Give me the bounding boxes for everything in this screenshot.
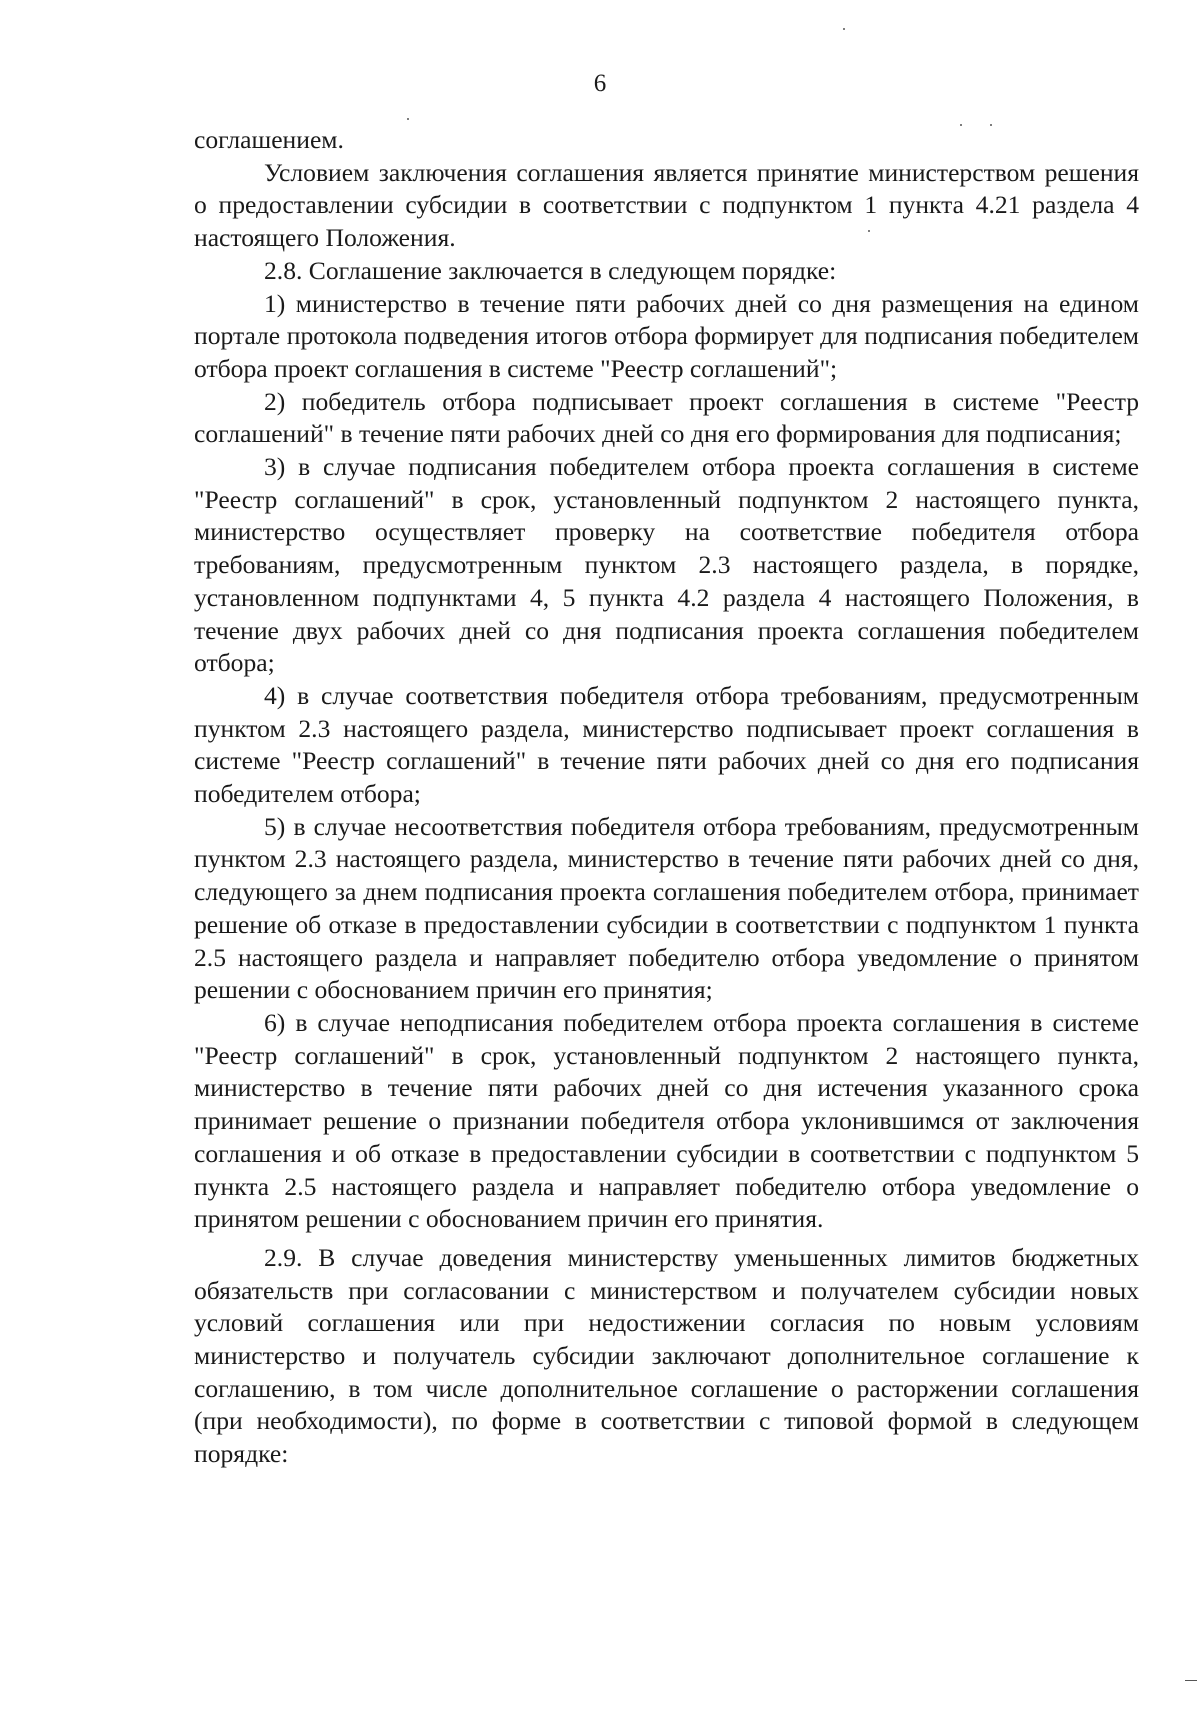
scan-speck bbox=[1185, 1680, 1197, 1681]
paragraph-item-6: 6) в случае неподписания победителем отбора проекта соглашения в системе "Реестр соглашений" в срок, установленный подпунктом 2 настоящего пункта, министерство в течение пяти рабочих дней со дня истечения указанного срока принимает решение о признании победителя отбора уклонившимся от заключения соглашения и об отказе в предоставлении субсидии в соответствии с подпунктом 5 пункта 2.5 настоящего раздела и направляет победителю отбора уведомление о принятом решении с обоснованием причин его принятия. bbox=[194, 1007, 1139, 1234]
scan-speck bbox=[407, 118, 409, 120]
paragraph-2-9: 2.9. В случае доведения министерству уменьшенных лимитов бюджетных обязательств при согласовании с министерством и получателем субсидии новых условий соглашения или при недостижении согласия по новым условиям министерство и получатель субсидии заключают дополнительное соглашение к соглашению, в том числе дополнительное соглашение о расторжении соглашения (при необходимости), по форме в соответствии с типовой формой в следующем порядке: bbox=[194, 1242, 1139, 1469]
paragraph-item-5: 5) в случае несоответствия победителя отбора требованиям, предусмотренным пунктом 2.3 настоящего раздела, министерство в течение пяти рабочих дней со дня, следующего за днем подписания проекта соглашения победителем отбора, принимает решение об отказе в предоставлении субсидии в соответствии с подпунктом 1 пункта 2.5 настоящего раздела и направляет победителю отбора уведомление о принятом решении с обоснованием причин его принятия; bbox=[194, 811, 1139, 1005]
page-number: 6 bbox=[593, 70, 607, 97]
paragraph-item-3: 3) в случае подписания победителем отбора проекта соглашения в системе "Реестр соглашений" в срок, установленный подпунктом 2 настоящего пункта, министерство осуществляет проверку на соответствие победителя отбора требованиям, предусмотренным пунктом 2.3 настоящего раздела, в порядке, установленном подпунктами 4, 5 пункта 4.2 раздела 4 настоящего Положения, в течение двух рабочих дней со дня подписания проекта соглашения победителем отбора; bbox=[194, 452, 1139, 678]
document-body bbox=[194, 124, 1139, 1471]
scan-speck bbox=[868, 230, 870, 232]
paragraph-item-4: 4) в случае соответствия победителя отбора требованиям, предусмотренным пунктом 2.3 настоящего раздела, министерство подписывает проект соглашения в системе "Реестр соглашений" в течение пяти рабочих дней со дня его подписания победителем отбора; bbox=[194, 680, 1139, 809]
paragraph-condition: Условием заключения соглашения является принятие министерством решения о предоставлении субсидии в соответствии с подпунктом 1 пункта 4.21 раздела 4 настоящего Положения. bbox=[194, 157, 1139, 253]
scan-speck bbox=[960, 124, 962, 126]
paragraph-2-8-heading: 2.8. Соглашение заключается в следующем порядке: bbox=[264, 255, 837, 285]
paragraph-item-1: 1) министерство в течение пяти рабочих дней со дня размещения на едином портале протокола подведения итогов отбора формирует для подписания победителем отбора проект соглашения в системе "Реестр соглашений"; bbox=[194, 288, 1139, 383]
scan-speck bbox=[990, 124, 992, 126]
scan-speck bbox=[843, 28, 845, 30]
paragraph-continuation: соглашением. bbox=[194, 125, 344, 154]
paragraph-item-2: 2) победитель отбора подписывает проект соглашения в системе "Реестр соглашений" в течение пяти рабочих дней со дня его формирования для подписания; bbox=[194, 386, 1139, 449]
